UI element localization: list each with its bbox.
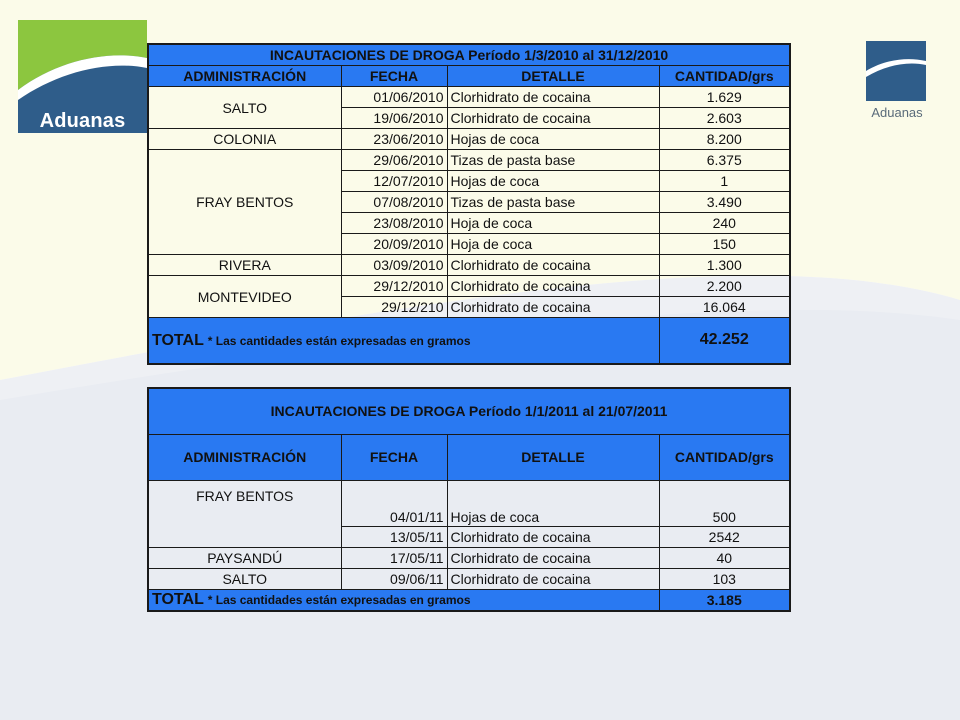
admin-cell: COLONIA: [148, 129, 341, 150]
seizures-table-2010: [147, 43, 791, 365]
logo-text: Aduanas: [39, 110, 126, 132]
date-cell: 29/06/2010: [341, 150, 447, 171]
amount-cell: 1.629: [659, 87, 790, 108]
amount-cell: 1.300: [659, 255, 790, 276]
date-cell: 23/06/2010: [341, 129, 447, 150]
date-cell: 17/05/11: [341, 547, 447, 568]
date-cell: 20/09/2010: [341, 234, 447, 255]
total-value: 3.185: [659, 589, 790, 611]
date-cell: 03/09/2010: [341, 255, 447, 276]
col-header-detalle: DETALLE: [447, 66, 659, 87]
table-row: [148, 255, 790, 276]
aduanas-logo-small: [866, 41, 928, 120]
date-cell: 09/06/11: [341, 568, 447, 589]
total-note: * Las cantidades están expresadas en gramos: [207, 593, 471, 607]
table-row: [148, 87, 790, 108]
amount-cell: 2.200: [659, 276, 790, 297]
table-row: [148, 568, 790, 589]
detail-cell: Clorhidrato de cocaina: [447, 108, 659, 129]
total-label: TOTAL: [152, 591, 204, 608]
detail-cell: Clorhidrato de cocaina: [447, 568, 659, 589]
detail-cell: Tizas de pasta base: [447, 150, 659, 171]
detail-cell: Hojas de coca: [447, 171, 659, 192]
detail-cell: Clorhidrato de cocaina: [447, 276, 659, 297]
detail-cell: Clorhidrato de cocaina: [447, 87, 659, 108]
amount-cell: 2542: [659, 526, 790, 547]
amount-cell: 16.064: [659, 297, 790, 318]
date-cell: 04/01/11: [341, 480, 447, 526]
amount-cell: 6.375: [659, 150, 790, 171]
date-cell: 12/07/2010: [341, 171, 447, 192]
date-cell: 19/06/2010: [341, 108, 447, 129]
amount-cell: 150: [659, 234, 790, 255]
detail-cell: Clorhidrato de cocaina: [447, 547, 659, 568]
seizures-table-2011: [147, 387, 791, 612]
amount-cell: 103: [659, 568, 790, 589]
admin-cell: FRAY BENTOS: [148, 150, 341, 255]
admin-cell: MONTEVIDEO: [148, 276, 341, 318]
col-header-detalle: DETALLE: [447, 434, 659, 480]
col-header-administracion: ADMINISTRACIÓN: [148, 66, 341, 87]
table-row: [148, 480, 790, 526]
date-cell: 13/05/11: [341, 526, 447, 547]
amount-cell: 240: [659, 213, 790, 234]
amount-cell: 1: [659, 171, 790, 192]
aduanas-logo: [18, 20, 147, 133]
admin-cell: PAYSANDÚ: [148, 547, 341, 568]
col-header-fecha: FECHA: [341, 66, 447, 87]
detail-cell: Clorhidrato de cocaina: [447, 255, 659, 276]
col-header-fecha: FECHA: [341, 434, 447, 480]
table-row: [148, 276, 790, 297]
date-cell: 29/12/2010: [341, 276, 447, 297]
amount-cell: 3.490: [659, 192, 790, 213]
date-cell: 29/12/210: [341, 297, 447, 318]
amount-cell: 500: [659, 480, 790, 526]
date-cell: 07/08/2010: [341, 192, 447, 213]
table-title: INCAUTACIONES DE DROGA Período 1/1/2011 al 21/07/2011: [148, 388, 790, 434]
admin-cell: SALTO: [148, 87, 341, 129]
admin-cell: RIVERA: [148, 255, 341, 276]
total-row: [148, 318, 790, 364]
date-cell: 23/08/2010: [341, 213, 447, 234]
amount-cell: 40: [659, 547, 790, 568]
total-note: * Las cantidades están expresadas en gramos: [207, 333, 471, 348]
detail-cell: Hoja de coca: [447, 213, 659, 234]
col-header-cantidad: CANTIDAD/grs: [659, 66, 790, 87]
detail-cell: Clorhidrato de cocaina: [447, 526, 659, 547]
amount-cell: 2.603: [659, 108, 790, 129]
table-row: [148, 150, 790, 171]
detail-cell: Hoja de coca: [447, 234, 659, 255]
total-label-cell: [148, 318, 659, 364]
amount-cell: 8.200: [659, 129, 790, 150]
table-row: [148, 129, 790, 150]
table-title: INCAUTACIONES DE DROGA Período 1/3/2010 al 31/12/2010: [148, 44, 790, 66]
total-label: TOTAL: [152, 331, 204, 349]
total-value: 42.252: [659, 318, 790, 364]
logo-small-text: Aduanas: [871, 105, 923, 120]
detail-cell: Hojas de coca: [447, 480, 659, 526]
detail-cell: Hojas de coca: [447, 129, 659, 150]
col-header-administracion: ADMINISTRACIÓN: [148, 434, 341, 480]
table-row: [148, 547, 790, 568]
total-row: [148, 589, 790, 611]
admin-cell: SALTO: [148, 568, 341, 589]
admin-cell: FRAY BENTOS: [148, 480, 341, 547]
col-header-cantidad: CANTIDAD/grs: [659, 434, 790, 480]
total-label-cell: [148, 589, 659, 611]
logo-mark: [866, 41, 926, 101]
detail-cell: Clorhidrato de cocaina: [447, 297, 659, 318]
date-cell: 01/06/2010: [341, 87, 447, 108]
detail-cell: Tizas de pasta base: [447, 192, 659, 213]
